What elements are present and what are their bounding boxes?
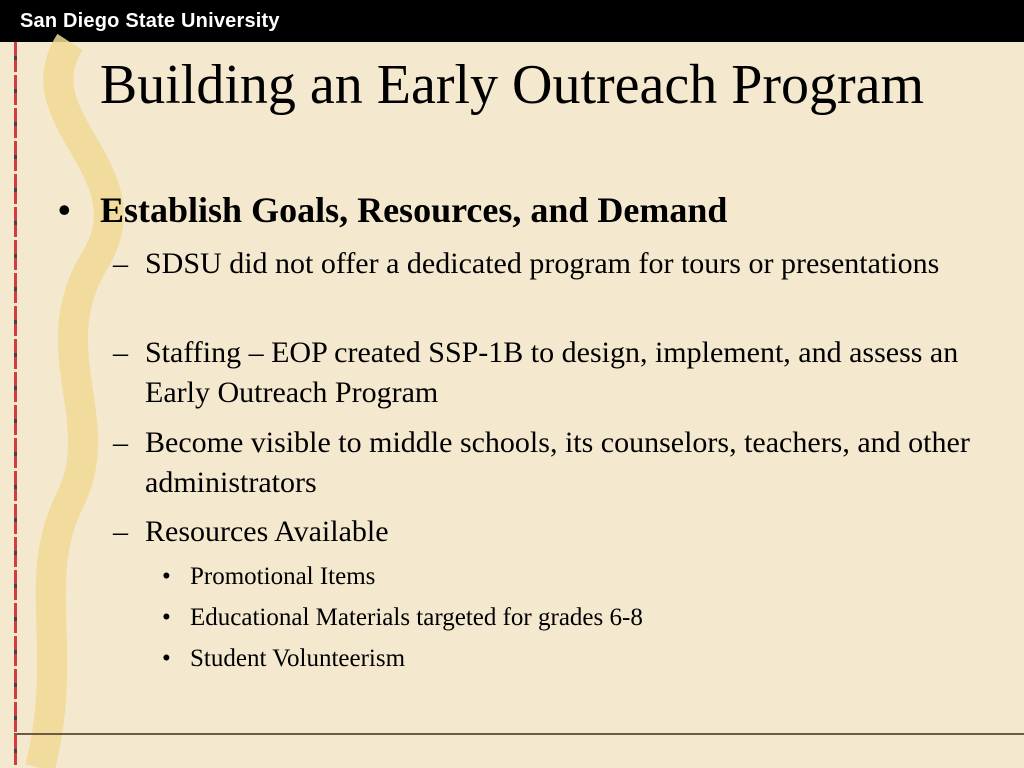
- sub-bullet: Staffing – EOP created SSP-1B to design, implement, and assess an Early Outreach Program: [145, 336, 959, 409]
- resource-item: Promotional Items: [190, 563, 376, 590]
- bullet-marker: •: [162, 563, 171, 590]
- left-accent-rule: [14, 42, 17, 768]
- dash-marker: –: [113, 515, 128, 548]
- slide-title: Building an Early Outreach Program: [99, 54, 925, 116]
- sub-bullet: Become visible to middle schools, its counselors, teachers, and other administrators: [145, 426, 970, 499]
- dash-marker: –: [113, 426, 128, 459]
- main-bullet: Establish Goals, Resources, and Demand: [100, 190, 728, 230]
- sub-bullet: Resources Available: [145, 515, 389, 548]
- dash-marker: –: [113, 336, 128, 369]
- bullet-marker: •: [162, 604, 171, 631]
- university-name: San Diego State University: [20, 10, 280, 32]
- bottom-rule: [14, 733, 1024, 735]
- resource-item: Student Volunteerism: [190, 645, 406, 672]
- dash-marker: –: [113, 247, 128, 280]
- sub-bullet: SDSU did not offer a dedicated program for tours or presentations: [145, 247, 940, 280]
- bullet-marker: •: [58, 190, 71, 230]
- resource-item: Educational Materials targeted for grades 6-8: [190, 604, 643, 631]
- bullet-marker: •: [162, 645, 171, 672]
